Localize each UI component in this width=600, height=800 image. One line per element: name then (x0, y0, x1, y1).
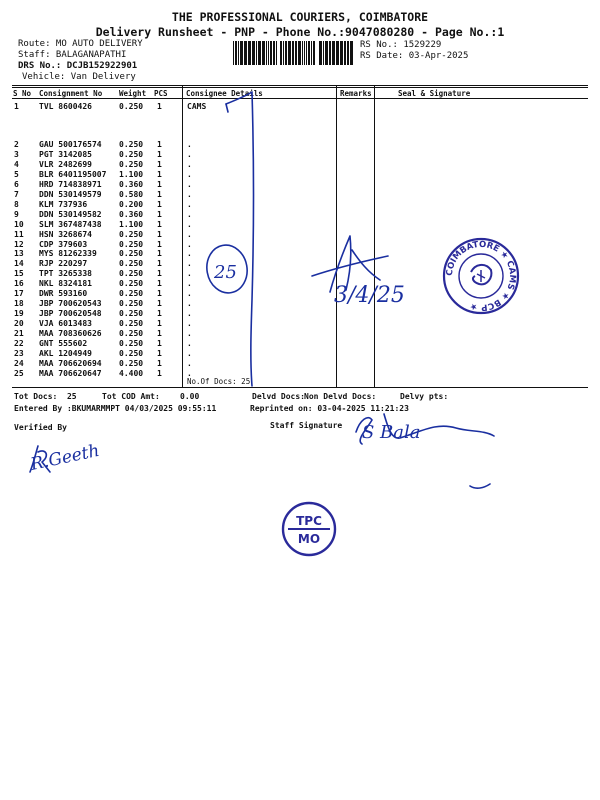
cell-pcs: 1 (157, 319, 162, 329)
cell-consignee: . (187, 358, 192, 368)
cell-weight: 0.250 (119, 229, 144, 239)
reprinted-on: Reprinted on: 03-04-2025 11:21:23 (250, 404, 409, 413)
staff-signature-text: S Bala (362, 422, 421, 443)
cell-consignee: . (187, 289, 192, 299)
cell-cno: DWR 593160 (39, 289, 88, 299)
cell-consignee: . (187, 140, 192, 149)
cell-cno: SLM 367487438 (39, 219, 102, 229)
no-of-docs: No.Of Docs: 25 (187, 377, 251, 386)
cell-pcs: 1 (157, 239, 162, 249)
cell-cno: JBP 700620543 (39, 299, 102, 309)
cell-sno: 13 (14, 249, 24, 259)
cell-weight: 0.250 (119, 348, 144, 358)
cell-weight: 0.250 (119, 319, 144, 329)
col-header-consignee: Consignee Details (186, 89, 263, 98)
verifier-signature-text: R.Geeth (28, 440, 102, 475)
cell-sno: 6 (14, 179, 19, 189)
cell-sno: 3 (14, 149, 19, 159)
cell-cno: MAA 708360626 (39, 329, 102, 339)
cell-cno: VJA 6013483 (39, 319, 92, 329)
cell-sno: 9 (14, 209, 19, 219)
circled-count-text: 25 (214, 262, 237, 283)
cell-consignee: . (187, 159, 192, 169)
svg-text:COIMBATORE ★ CAMS ★ BCP ★: COIMBATORE ★ CAMS ★ BCP ★ (444, 239, 518, 313)
bracket-stroke (226, 92, 254, 386)
cell-consignee: . (187, 149, 192, 159)
cell-sno: 18 (14, 299, 24, 309)
cell-sno: 17 (14, 289, 24, 299)
cell-consignee: . (187, 299, 192, 309)
cell-cno: NKL 8324181 (39, 279, 92, 289)
tot-cod-value: 0.00 (180, 392, 200, 401)
cell-pcs: 1 (157, 229, 162, 239)
cell-sno: 21 (14, 329, 24, 339)
cell-sno: 11 (14, 229, 24, 239)
tpc-mo-stamp (280, 500, 338, 558)
cell-sno: 7 (14, 189, 19, 199)
cell-pcs: 1 (157, 329, 162, 339)
rs-number: RS No.: 1529229 (360, 40, 442, 50)
tot-cod-label: Tot COD Amt: (102, 392, 160, 401)
verified-by-label: Verified By (14, 423, 67, 432)
col-header-consignment: Consignment No (39, 89, 103, 98)
cell-cno: KLM 737936 (39, 199, 88, 209)
cell-weight: 1.100 (119, 169, 144, 179)
cell-pcs: 1 (157, 339, 162, 348)
cell-weight: 0.250 (119, 249, 144, 259)
cell-consignee: . (187, 249, 192, 259)
delvd-docs: Delvd Docs: (252, 392, 305, 401)
cell-cno: HRD 714838971 (39, 179, 102, 189)
cell-consignee: . (187, 219, 192, 229)
col-header-pcs: PCS (154, 89, 168, 98)
col-header-weight: Weight (119, 89, 147, 98)
cell-pcs: 1 (157, 358, 162, 368)
cell-pcs: 1 (157, 259, 162, 269)
cell-cno: AKL 1204949 (39, 348, 92, 358)
cell-weight: 0.250 (119, 289, 144, 299)
cell-pcs: 1 (157, 219, 162, 229)
cell-weight: 0.250 (119, 279, 144, 289)
cell-consignee: . (187, 199, 192, 209)
cell-consignee: . (187, 179, 192, 189)
cell-weight: 0.250 (119, 339, 144, 348)
cell-pcs: 1 (157, 199, 162, 209)
cell-weight: 0.250 (119, 309, 144, 319)
tpc-stamp-top: TPC (296, 514, 322, 528)
cell-sno: 25 (14, 368, 24, 378)
cell-cno: TPT 3265338 (39, 269, 92, 279)
cell-weight: 0.250 (119, 358, 144, 368)
tick-stroke (226, 104, 228, 112)
cell-consignee: . (187, 368, 192, 378)
cell-weight: 0.360 (119, 209, 144, 219)
cell-pcs: 1 (157, 289, 162, 299)
cell-weight: 1.100 (119, 219, 144, 229)
cell-consignee: . (187, 329, 192, 339)
cell-pcs: 1 (157, 279, 162, 289)
cell-sno: 16 (14, 279, 24, 289)
cell-consignee: . (187, 309, 192, 319)
col-header-sno: S No (13, 89, 32, 98)
delvy-pts: Delvy pts: (400, 392, 449, 401)
document-title: THE PROFESSIONAL COURIERS, COIMBATORE (171, 10, 429, 24)
cell-pcs: 1 (157, 179, 162, 189)
cell-sno: 4 (14, 159, 19, 169)
cell-sno: 22 (14, 339, 24, 348)
col-header-seal: Seal & Signature (398, 89, 471, 98)
cell-cno: MAA 706620694 (39, 358, 102, 368)
cell-pcs: 1 (157, 209, 162, 219)
cell-weight: 4.400 (119, 368, 144, 378)
cell-pcs: 1 (157, 149, 162, 159)
cell-cno: CDP 379603 (39, 239, 88, 249)
cell-consignee: . (187, 209, 192, 219)
route-label: Route: MO AUTO DELIVERY (18, 39, 143, 49)
cell-cno: BLR 6401195007 (39, 169, 107, 179)
cell-sno: 19 (14, 309, 24, 319)
cell-consignee: . (187, 279, 192, 289)
handwritten-date: 3/4/25 (334, 283, 405, 308)
cams-seal-stamp (441, 236, 521, 316)
cell-cno: GNT 555602 (39, 339, 88, 348)
vehicle-label: Vehicle: Van Delivery (22, 72, 136, 82)
cell-weight: 0.250 (119, 159, 144, 169)
cell-sno: 5 (14, 169, 19, 179)
tpc-stamp-bottom: MO (297, 532, 321, 546)
cell-weight: 0.250 (119, 269, 144, 279)
entered-by: Entered By :BKUMARMMPT 04/03/2025 09:55:11 (14, 404, 217, 413)
cell-cno: MYS 81262339 (39, 249, 97, 259)
cell-cno: PGT 3142085 (39, 149, 92, 159)
cell-sno: 15 (14, 269, 24, 279)
cell-weight: 0.250 (119, 140, 144, 149)
col-header-remarks: Remarks (340, 89, 372, 98)
non-delvd-docs: Non Delvd Docs: (304, 392, 377, 401)
cell-weight: 0.250 (119, 299, 144, 309)
drs-number: DRS No.: DCJB152922901 (18, 61, 138, 71)
cell-sno: 2 (14, 140, 19, 149)
cell-cno: DDN 530149579 (39, 189, 102, 199)
rs-date: RS Date: 03-Apr-2025 (360, 51, 469, 61)
cell-pcs: 1 (157, 348, 162, 358)
cell-sno: 23 (14, 348, 24, 358)
cell-pcs: 1 (157, 269, 162, 279)
cell-pcs: 1 (157, 368, 162, 378)
cell-consignee: . (187, 339, 192, 348)
cell-cno: HSN 3268674 (39, 229, 92, 239)
cell-consignee: . (187, 259, 192, 269)
cell-sno: 1 (14, 102, 19, 111)
cell-weight: 0.250 (119, 102, 144, 111)
cell-consignee: . (187, 319, 192, 329)
cell-sno: 10 (14, 219, 24, 229)
cell-sno: 24 (14, 358, 24, 368)
cell-pcs: 1 (157, 299, 162, 309)
cell-pcs: 1 (157, 309, 162, 319)
cell-sno: 14 (14, 259, 24, 269)
cell-pcs: 1 (157, 159, 162, 169)
cell-cno: MAA 706620647 (39, 368, 102, 378)
cell-weight: 0.250 (119, 329, 144, 339)
cell-pcs: 1 (157, 102, 162, 111)
cell-cno: VLR 2482699 (39, 159, 92, 169)
cell-weight: 0.250 (119, 259, 144, 269)
cell-weight: 0.580 (119, 189, 144, 199)
cell-pcs: 1 (157, 169, 162, 179)
cell-cno: GAU 500176574 (39, 140, 102, 149)
cell-cno: DDN 530149582 (39, 209, 102, 219)
cell-weight: 0.360 (119, 179, 144, 189)
cell-pcs: 1 (157, 189, 162, 199)
cell-consignee: . (187, 269, 192, 279)
cell-consignee: . (187, 348, 192, 358)
cell-consignee: . (187, 189, 192, 199)
cell-sno: 12 (14, 239, 24, 249)
cell-consignee: . (187, 229, 192, 239)
cell-consignee: . (187, 169, 192, 179)
cell-sno: 20 (14, 319, 24, 329)
cell-consignee: CAMS (187, 102, 207, 111)
cell-cno: JBP 700620548 (39, 309, 102, 319)
cell-consignee: . (187, 239, 192, 249)
cell-weight: 0.250 (119, 239, 144, 249)
cell-cno: RJP 220297 (39, 259, 88, 269)
cell-pcs: 1 (157, 140, 162, 149)
staff-signature-label: Staff Signature (270, 421, 343, 430)
cell-pcs: 1 (157, 249, 162, 259)
cell-cno: TVL 8600426 (39, 102, 92, 111)
cell-sno: 8 (14, 199, 19, 209)
cell-weight: 0.200 (119, 199, 144, 209)
tot-docs: Tot Docs: 25 (14, 392, 77, 401)
document-subtitle: Delivery Runsheet - PNP - Phone No.:9047080280 - Page No.:1 (95, 25, 505, 39)
cell-weight: 0.250 (119, 149, 144, 159)
staff-label: Staff: BALAGANAPATHI (18, 50, 127, 60)
